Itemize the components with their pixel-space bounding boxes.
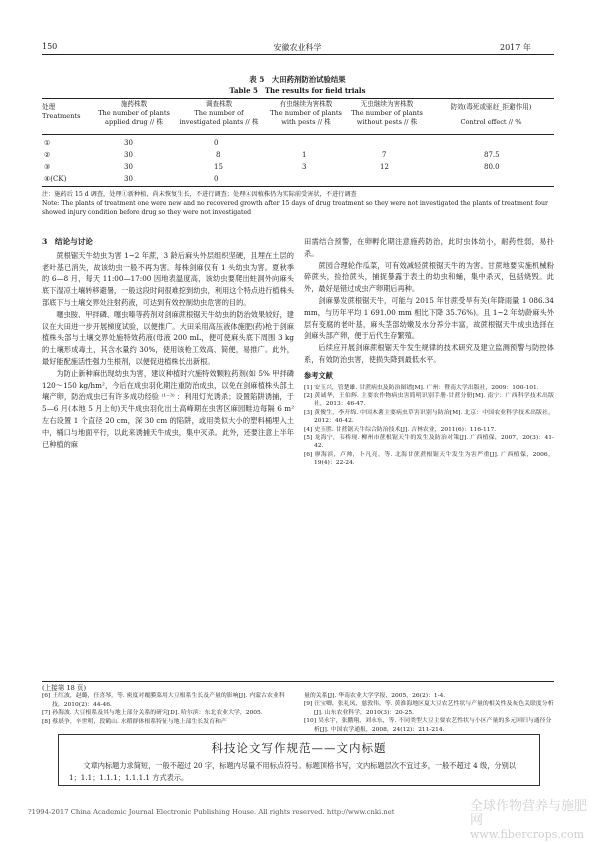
header-rule [42,54,554,55]
right-column [304,236,554,468]
watermark: 全球作物营养与施肥网 www.fibercrops.com [470,799,588,841]
reference-item: [1] 安玉兴，管楚雄. 甘蔗病虫及防治图谱[M]. 广州：暨南大学出版社，2009：100-101. [304,384,539,391]
paragraph: 蔗根锯天牛幼虫为害 1~2 年蔗，3 龄后麻头外层组织坚硬，且埋在土层的老叶基已消失，故该幼虫一般不再为害。每株剑麻仅有 1 头幼虫为害。夏秋季的 6—8 月，每天 11:00—17:00 因地表温度高，该幼虫要爬出蛀洞外向麻头底下湿凉土壤转移避暑，一般这段时间很难挖到幼虫，利用这个特点进行植株头部底下与土壤交界处注射药液，可达到有效控制幼虫危害的目的。 [42,250,294,307]
paragraph: 剑麻暴发蔗根锯天牛，可能与 2015 年甘蔗受旱有关(年降雨量 1 086.34 mm，与历年平均 1 691.00 mm 相比下降 35.76%)。且 1~2 年幼龄麻头外层有变腐的老叶基，麻头茎部幼嫩及水分养分丰富，故蔗根锯天牛成虫选择在剑麻头部产卵，便于后代生存繁殖。 [304,295,554,341]
continued-right [304,692,554,734]
col-header-control-effect: 防效(毒死或驱赶_拒避作用) Control effect // % [450,103,532,126]
paragraph: 噻虫胺、甲拌磷、噻虫嗪等药剂对剑麻蔗根锯天牛幼虫的防治效果较好，建议在大田进一步开展梯度试验，以便推广。大田采用高压液体施肥(药)枪于剑麻植株头部与土壤交界处施特效药液(母液 200 mL，便可使麻头底下周围 3 kg 的土壤形成毒土，其含水量约 30%，使用该枪工效高、简便，易推广。此外，最好能配施活性强力生根剂，以便促进植株长出新根。 [42,309,294,366]
reference-item: 量的关系[J]. 华南农业大学学报，2005，26(2)：1-4. [304,693,446,699]
box-title: 科技论文写作规范——文内标题 [211,741,387,755]
journal-name: 安徽农业科学 [273,43,322,52]
box-text: 文章内标题力求简短，一般不超过 20 字，标题内尽量不用标点符号。标题顶格书写，文内标题层次不宜过多，一般不超过 4 级，分别以 1；1.1；1.1.1；1.1.1.1 方式表示。 [69,761,516,782]
copyright-footer: ?1994-2017 China Academic Journal Electronic Publishing House. All rights reserved. http://www.cnki.net [28,808,395,816]
reference-item: [4] 史玉胜. 甘蔗锯天牛综合防治技术[J]. 吉林农业，2011(6)：116-117. [304,426,497,433]
reference-item: [7] 孙海波. 大豆根系及其与地上部分关系的研究[D]. 哈尔滨：东北农业大学，2005. [42,710,263,717]
col-header-without-pests: 无虫继续为害株数 The number of plants without pests // 株 [351,100,423,126]
page-year: 2017 年 [500,43,531,52]
col-header-investigated: 调查株数 The number of investigated plants // 株 [179,100,259,126]
table-header-rule [42,134,554,135]
paragraph: 蔗园合理轮作瓜菜，可有效减轻蔗根锯天牛的为害。甘蔗地要实施机械粉碎蔗头，捡拾蔗头，捕捉暴露于表土的幼虫和蛹，集中杀灭，包括烧毁。此外，最好是错过成虫产卵期后再种。 [304,260,554,294]
col-header-applied: 施药株数 The number of plants applied drug // 株 [98,100,170,126]
paragraph: 田需结合预警，在卵孵化期注意施药防治，此时虫体幼小，耐药性弱，易扑杀。 [304,237,554,258]
reference-item: [9] 汪宝卿，张礼凤，慈敦伟，等. 黄淮海地区夏大豆农艺性状与产量的相关性及灰色关联度分析[J]. 山东农业科学，2010(3)：20-25. [304,701,554,716]
continued-left [42,684,292,726]
paragraph: 为防止新种麻出现幼虫为害，建议种植时穴施特效颗粒药剂(如 5% 甲拌磷 120～150 kg/hm²，今后在成虫羽化期注重防治成虫，以免在剑麻植株头部土壤产卵，防治成虫已有许多成功经验 ⁽¹⁻³⁾ ：利用灯光诱杀；设置陷阱诱捕，于 5—6 月(本地 5 月上旬)天牛成虫羽化出土高峰期在虫害区麻园畦边每隔 6 m² 左右设置 1 个直径 20 cm，深 30 cm 的陷阱，或用类似大小的塑料桶埋入土中，桶口与地面平行，以此来诱捕天牛成虫，集中灭杀。此外，还要注意上半年已种植的麻 [42,368,294,449]
table-bottom-rule [42,186,554,187]
reference-item: [6] 廖海滨，卢帅，卜凡亮，等. 北海甘蔗蔗根锯天牛发生为害严重[J]. 广西植保，2006，19(4)：22-24. [304,451,554,467]
table-title-cn: 表 5 大田药剂防治试验结果 [249,75,346,84]
col-header-treatments: 处理 Treatments [42,103,81,120]
reference-item: [6] 王红波，赵璐，任喜琴，等. 密度对覆膜菜用大豆根系生长及产量的影响[J]. 内蒙古农业科技，2010(2)：44-46. [42,693,285,708]
continued-label: (上接第 18 页) [42,684,87,692]
references-title: 参考文献 [304,370,333,380]
table-title-en: Table 5 The results for field trials [229,86,366,95]
reference-item: [3] 黄俊生，李开绵. 中国木薯主要病虫草害识别与防治[M]. 北京：中国农业科学技术出版社，2012：40-42. [304,409,554,425]
reference-list [304,384,554,468]
reference-item: [2] 黄诚华，王伯辉. 主要农作物病虫害简明识别手册·甘蔗分册[M]. 南宁：广西科学技术出版社，2013：46-47. [304,392,554,408]
paragraph: 后续应开展剑麻蔗根锯天牛发生规律的技术研究及建立监测预警与防控体系，有效防治虫害，使损失降到最低水平。 [304,343,554,364]
left-column [42,236,294,450]
reference-item: [5] 龙海宁，韦桥现. 柳州市蔗根锯天牛的发生及防治对策[J]. 广西植保，2007，20(3)：41-42. [304,435,554,450]
writing-tip-box [58,734,540,786]
section-divider [42,681,554,682]
table-note: 注：施药后 15 d 调查，处理①新种植，尚未恢复生长，不进行调查；处理④因植株仍为实际前受害状，不进行调查 Note: The plants of treatment one were new and no recovered growth after 15 days of drug treatment so they were not investigated the plants of treatment four showed injury condition before drug so they were not investigated [42,191,548,216]
page-number: 150 [42,42,58,51]
reference-item: [8] 蔡晨争，辛世明，段鹤山. 水稻群体根系特征与地上部生长发育和产 [42,718,227,725]
section-title: 3 结论与讨论 [42,237,93,246]
table-top-rule [42,98,554,99]
reference-item: [10] 吴永宇，张鹏翔，刘永东，等. 不同类型大豆主要农艺性状与小区产量的多元回归与通径分析[J]. 中国农学通报，2008，24(12)：211-214. [304,718,552,733]
col-header-with-pests: 有虫继续为害株数 The number of plants with pests // 株 [270,100,342,126]
